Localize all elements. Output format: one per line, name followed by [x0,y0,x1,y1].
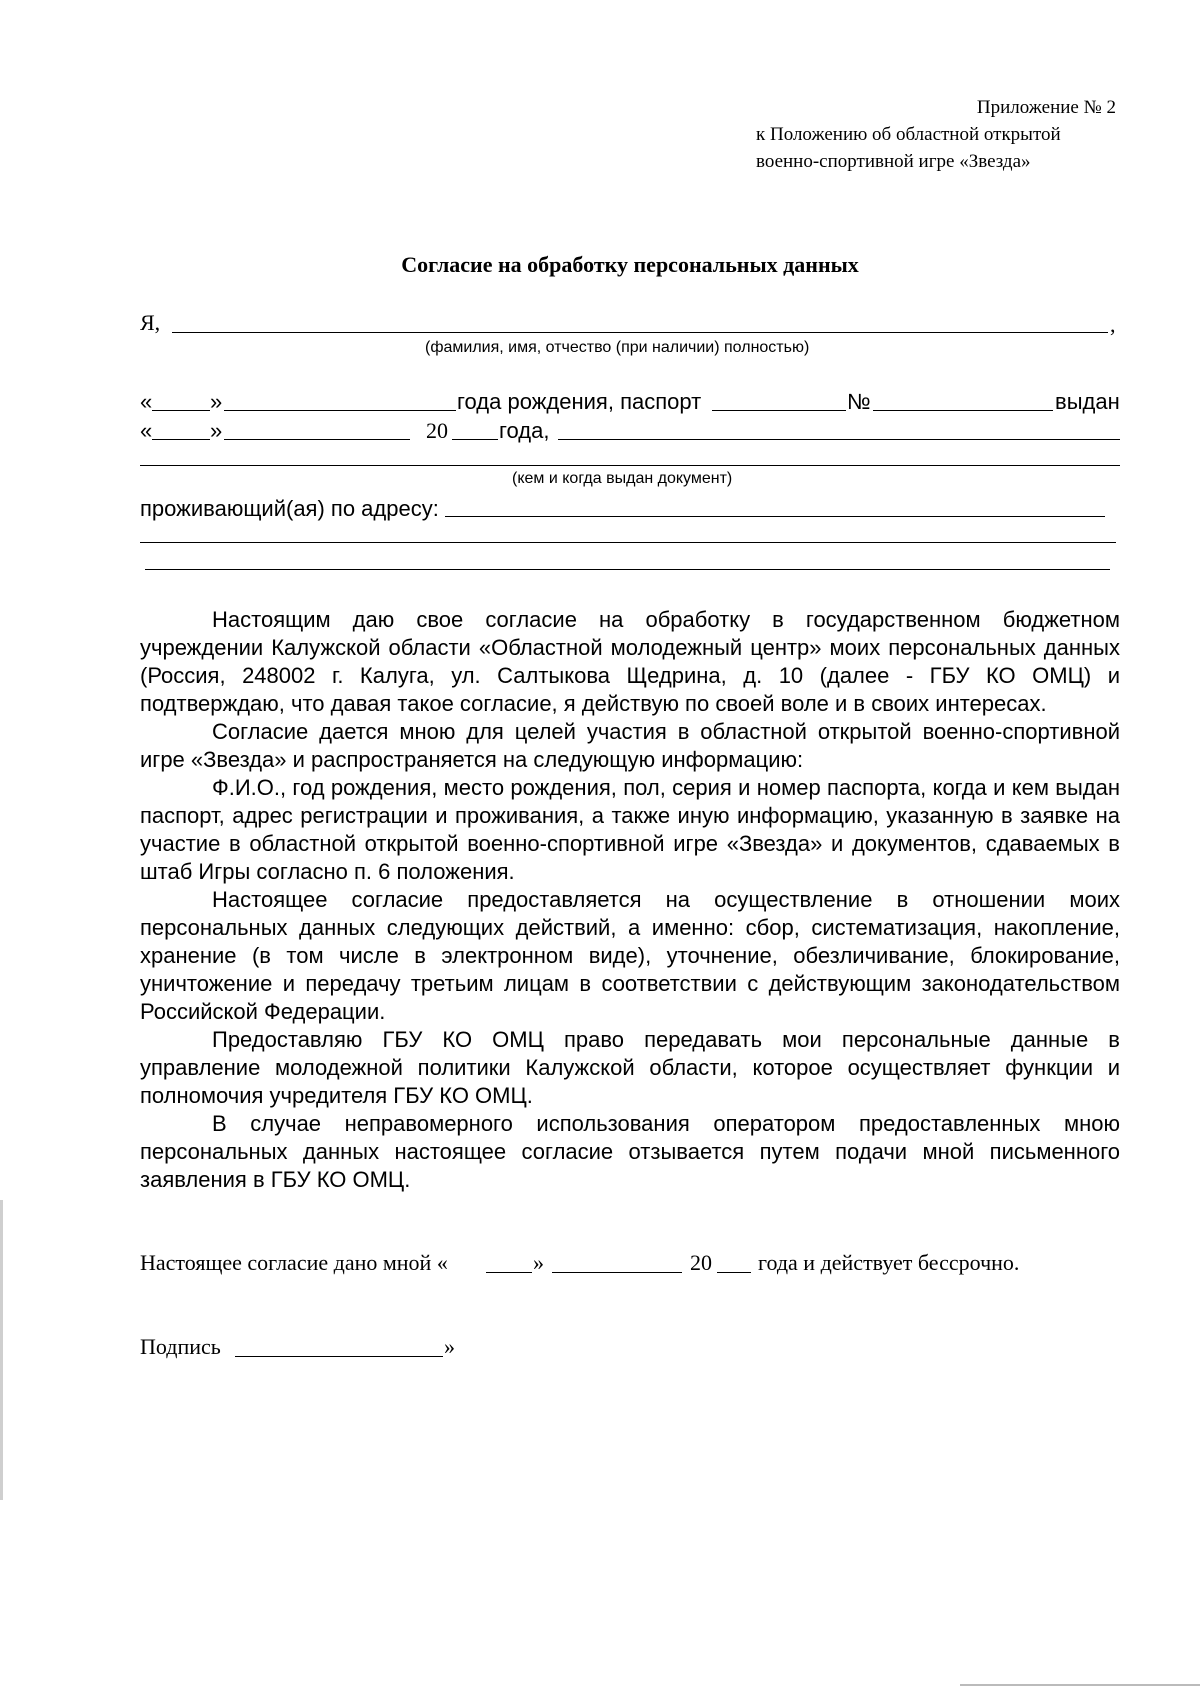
issue-month-blank[interactable] [224,439,410,440]
signature-blank[interactable] [235,1356,443,1357]
fio-comma: , [1110,312,1116,337]
birth-label: года рождения, паспорт [457,389,702,414]
appendix-ref-line: к Положению об областной открытой [756,124,1061,145]
paragraph-consent: Настоящим даю свое согласие на обработку в государственном бюджетном учреждении Калужской области «Областной молодежный центр» моих персональных данных (Россия, 248002 г. Калуга, ул. Салтыкова Щедрина, д. 10 (далее - ГБУ КО ОМЦ) и подтверждаю, что давая такое согласие, я действую по своей воле и в своих интересах. [140,607,1120,716]
paragraph-transfer: Предоставляю ГБУ КО ОМЦ право передавать мои персональные данные в управление молодежной политики Калужской области, которое осуществляет функции и полномочия учредителя ГБУ КО ОМЦ. [140,1027,1120,1108]
issue-year-blank[interactable] [452,439,498,440]
ya-label: Я, [140,310,161,335]
birth-day-open: « [140,389,153,414]
appendix-game-line: военно-спортивной игре «Звезда» [756,151,1031,172]
address-blank-3[interactable] [145,569,1110,570]
consent-date-prefix: Настоящее согласие дано мной « [140,1250,448,1275]
document-title: Согласие на обработку персональных данных [401,252,859,277]
issued-label: выдан [1055,389,1120,414]
signature-close: » [444,1334,455,1359]
issue-year-suffix: года, [499,418,550,443]
scan-bottom-artifact [960,1684,1200,1686]
passport-series-blank[interactable] [712,410,846,411]
fio-hint: (фамилия, имя, отчество (при наличии) полностью) [425,339,810,356]
issue-day-close: » [210,418,223,443]
scan-edge-artifact [0,1200,3,1500]
paragraph-actions: Настоящее согласие предоставляется на осуществление в отношении моих персональных данных следующих действий, а именно: сбор, систематизация, накопление, хранение (в том числе в электронном виде), уточнение, обезличивание, блокирование, уничтожение и передачу третьим лицам в соответствии с действующим законодательством Российской Федерации. [140,887,1120,1024]
issue-year-prefix: 20 [426,418,448,443]
signature-label: Подпись [140,1334,221,1359]
paragraph-data-list: Ф.И.О., год рождения, место рождения, пол, серия и номер паспорта, когда и кем выдан паспорт, адрес регистрации и проживания, а также иную информацию, указанную в заявке на участие в областной открытой военно-спортивной игре «Звезда» и документов, сдаваемых в штаб Игры согласно п. 6 положения. [140,775,1120,884]
issue-day-open: « [140,418,153,443]
issuer-blank-2[interactable] [140,465,1120,466]
consent-year-prefix: 20 [690,1250,712,1275]
paragraph-purpose: Согласие дается мною для целей участия в областной открытой военно-спортивной игре «Звезда» и распространяется на следующую информацию: [140,719,1120,772]
appendix-number: Приложение № 2 [976,97,1116,118]
passport-number-blank[interactable] [873,410,1053,411]
birth-day-close: » [210,389,223,414]
birth-day-blank[interactable] [152,410,210,411]
paragraph-revocation: В случае неправомерного использования оператором предоставленных мною персональных данных настоящее согласие отзывается путем подачи мной письменного заявления в ГБУ КО ОМЦ. [140,1111,1120,1192]
fio-blank[interactable] [172,332,1108,333]
address-blank-1[interactable] [445,516,1105,517]
passport-number-label: № [847,389,871,414]
consent-month-blank[interactable] [552,1272,682,1273]
consent-day-close: » [533,1250,544,1275]
birth-month-blank[interactable] [224,410,456,411]
issuer-hint: (кем и когда выдан документ) [512,470,733,487]
issuer-blank-1[interactable] [558,439,1120,440]
address-label: проживающий(ая) по адресу: [140,496,439,521]
issue-day-blank[interactable] [152,439,210,440]
address-blank-2[interactable] [140,542,1116,543]
consent-body [140,606,1120,1194]
consent-year-blank[interactable] [717,1272,751,1273]
consent-date-suffix: года и действует бессрочно. [758,1250,1020,1275]
consent-day-blank[interactable] [486,1272,532,1273]
appendix-header [756,94,1116,175]
